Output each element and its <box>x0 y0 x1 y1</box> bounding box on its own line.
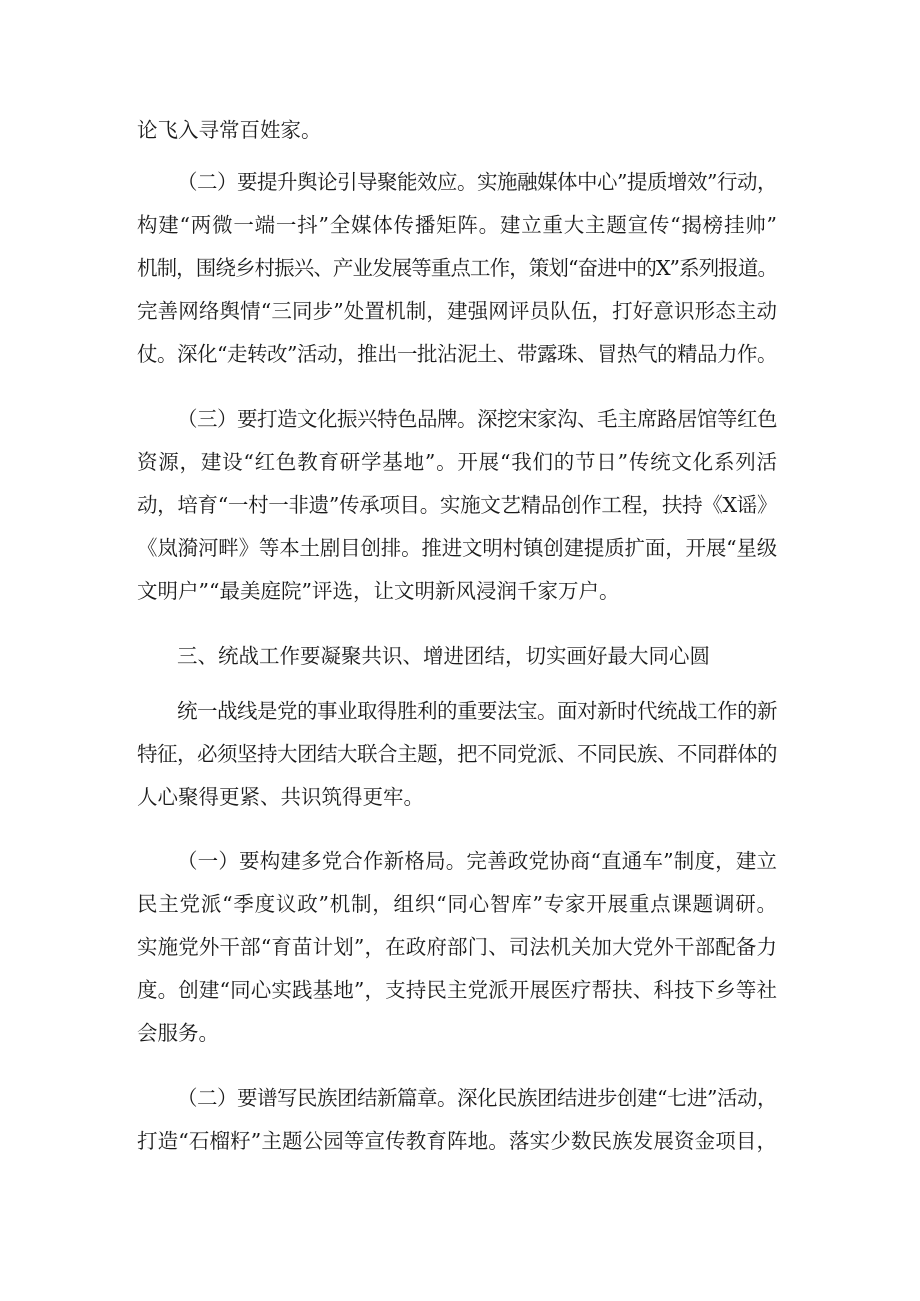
paragraph-line: 打造“石榴籽”主题公园等宣传教育阵地。落实少数民族发展资金项目， <box>137 1129 777 1153</box>
paragraph-line: 《岚漪河畔》等本土剧目创排。推进文明村镇创建提质扩面，开展“星级 <box>137 536 777 560</box>
paragraph-line: 度。创建“同心实践基地”，支持民主党派开展医疗帮扶、科技下乡等社 <box>137 978 777 1002</box>
section-heading-line: （二）要提升舆论引导聚能效应。实施融媒体中心”提质增效”行动， <box>177 170 777 194</box>
paragraph-line: 机制，围绕乡村振兴、产业发展等重点工作，策划“奋进中的X”系列报道。 <box>137 256 777 280</box>
paragraph-line: 资源，建设“红色教育研学基地”。开展“我们的节日”传统文化系列活 <box>137 450 777 474</box>
paragraph-line: 人心聚得更紧、共识筑得更牢。 <box>137 785 424 809</box>
section-heading-line: （一）要构建多党合作新格局。完善政党协商“直通车”制度，建立 <box>177 849 777 873</box>
paragraph-line: 仗。深化“走转改”活动，推出一批沾泥土、带露珠、冒热气的精品力作。 <box>137 342 777 366</box>
paragraph-line: 实施党外干部“育苗计划”，在政府部门、司法机关加大党外干部配备力 <box>137 935 777 959</box>
paragraph-line: 民主党派“季度议政”机制，组织“同心智库”专家开展重点课题调研。 <box>137 892 777 916</box>
paragraph-line: 会服务。 <box>137 1021 219 1045</box>
section-heading-line: （二）要谱写民族团结新篇章。深化民族团结进步创建“七进”活动， <box>177 1086 777 1110</box>
section-heading-line: （三）要打造文化振兴特色品牌。深挖宋家沟、毛主席路居馆等红色 <box>177 407 777 431</box>
chapter-heading: 三、统战工作要凝聚共识、增进团结，切实画好最大同心圆 <box>177 644 710 668</box>
paragraph-line: 文明户”“最美庭院”评选，让文明新风浸润千家万户。 <box>137 579 620 603</box>
paragraph-line: 完善网络舆情“三同步”处置机制，建强网评员队伍，打好意识形态主动 <box>137 299 777 323</box>
paragraph-line: 构建“两微一端一抖”全媒体传播矩阵。建立重大主题宣传“揭榜挂帅” <box>137 213 777 237</box>
paragraph-line: 动，培育“一村一非遗”传承项目。实施文艺精品创作工程，扶持《X谣》 <box>137 493 777 517</box>
paragraph-line: 统一战线是党的事业取得胜利的重要法宝。面对新时代统战工作的新 <box>177 699 777 723</box>
paragraph-line: 特征，必须坚持大团结大联合主题，把不同党派、不同民族、不同群体的 <box>137 742 777 766</box>
paragraph-line: 论飞入寻常百姓家。 <box>137 118 322 142</box>
